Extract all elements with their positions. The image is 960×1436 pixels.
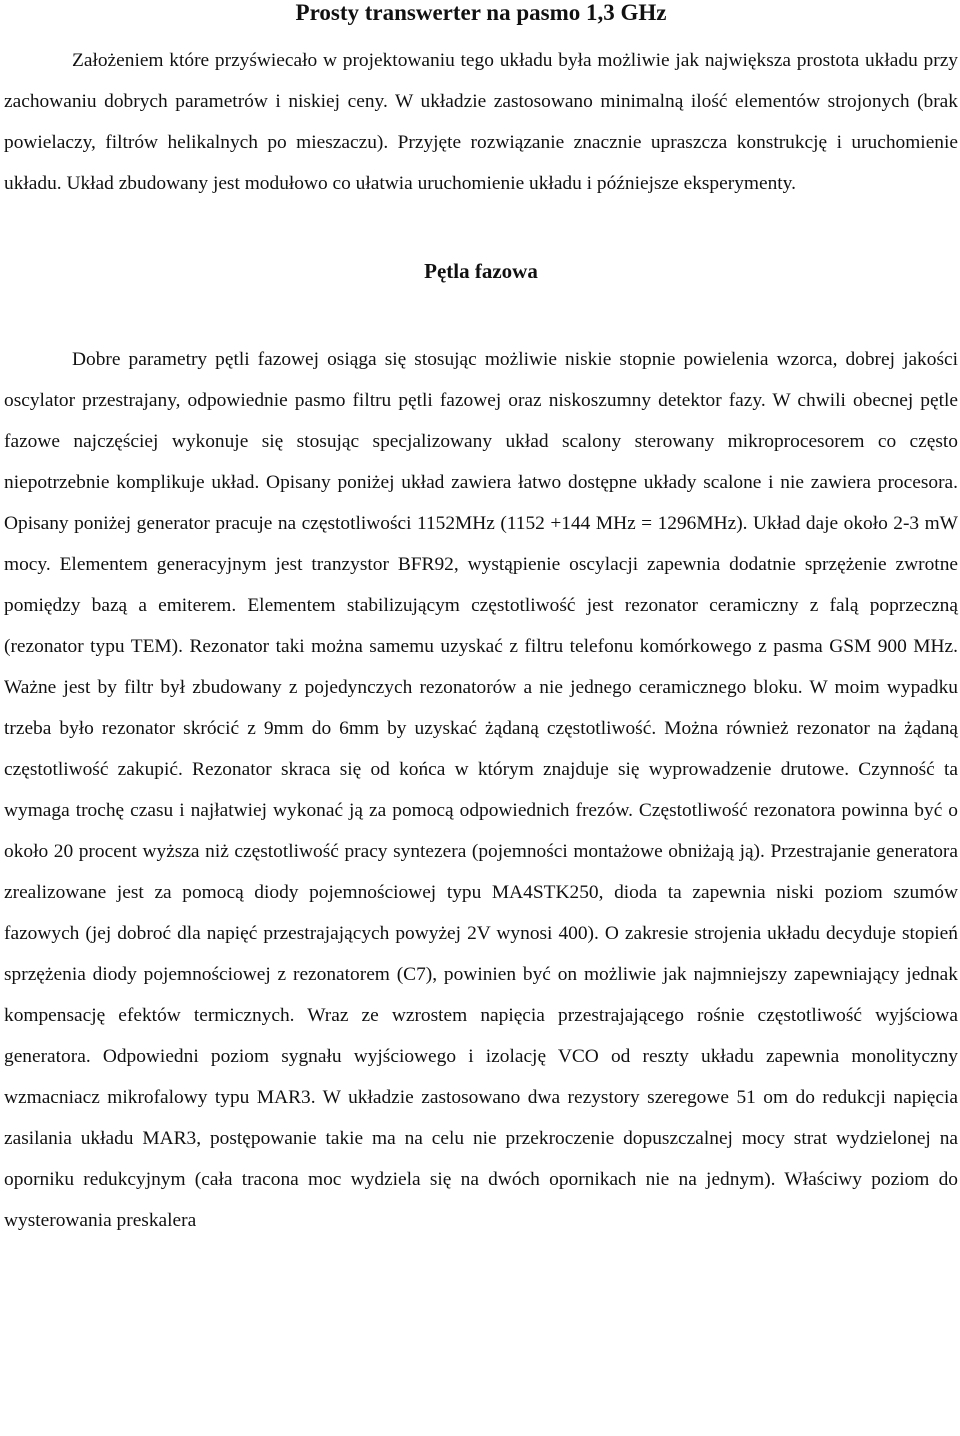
intro-paragraph: Założeniem które przyświecało w projektowaniu tego układu była możliwie jak największa prostota układu przy zachowaniu dobrych parametrów i niskiej ceny. W układzie zastosowano minimalną ilość elementów strojonych (brak powielaczy, filtrów helikalnych po mieszaczu). Przyjęte rozwiązanie znacznie upraszcza konstrukcję i uruchomienie układu. Układ zbudowany jest modułowo co ułatwia uruchomienie układu i późniejsze eksperymenty. <box>4 50 958 194</box>
document-page <box>4 0 958 1241</box>
document-title: Prosty transwerter na pasmo 1,3 GHz <box>295 0 667 25</box>
section-paragraph: Dobre parametry pętli fazowej osiąga się stosując możliwie niskie stopnie powielenia wzorca, dobrej jakości oscylator przestrajany, odpowiednie pasmo filtru pętli fazowej oraz niskoszumny detektor fazy. W chwili obecnej pętle fazowe najczęściej wykonuje się stosując specjalizowany układ scalony sterowany mikroprocesorem co często niepotrzebnie komplikuje układ. Opisany poniżej układ zawiera łatwo dostępne układy scalone i nie zawiera procesora. Opisany poniżej generator pracuje na częstotliwości 1152MHz (1152 +144 MHz = 1296MHz). Układ daje około 2-3 mW mocy. Elementem generacyjnym jest tranzystor BFR92, wystąpienie oscylacji zapewnia dodatnie sprzężenie zwrotne pomiędzy bazą a emiterem. Elementem stabilizującym częstotliwość jest rezonator ceramiczny z falą poprzeczną (rezonator typu TEM). Rezonator taki można samemu uzyskać z filtru telefonu komórkowego z pasma GSM 900 MHz. Ważne jest by filtr był zbudowany z pojedynczych rezonatorów a nie jednego ceramicznego bloku. W moim wypadku trzeba było rezonator skrócić z 9mm do 6mm by uzyskać żądaną częstotliwość. Można również rezonator na żądaną częstotliwość zakupić. Rezonator skraca się od końca w którym znajduje się wyprowadzenie drutowe. Czynność ta wymaga trochę czasu i najłatwiej wykonać ją za pomocą odpowiednich frezów. Częstotliwość rezonatora powinna być o około 20 procent wyższa niż częstotliwość pracy syntezera (pojemności montażowe obniżają ją). Przestrajanie generatora zrealizowane jest za pomocą diody pojemnościowej typu MA4STK250, dioda ta zapewnia niski poziom szumów fazowych (jej dobroć dla napięć przestrajających powyżej 2V wynosi 400). O zakresie strojenia układu decyduje stopień sprzężenia diody pojemnościowej z rezonatorem (C7), powinien być on możliwie jak najmniejszy zapewniający jednak kompensację efektów termicznych. Wraz ze wzrostem napięcia przestrajającego rośnie częstotliwość wyjściowa generatora. Odpowiedni poziom sygnału wyjściowego i izolację VCO od reszty układu zapewnia monolityczny wzmacniacz mikrofalowy typu MAR3. W układzie zastosowano dwa rezystory szeregowe 51 om do redukcji napięcia zasilania układu MAR3, postępowanie takie ma na celu nie przekroczenie dopuszczalnej mocy strat wydzielonej na oporniku redukcyjnym (cała tracona moc wydziela się na dwóch opornikach nie na jednym). Właściwy poziom do wysterowania preskalera <box>4 349 958 1231</box>
section-heading: Pętla fazowa <box>424 259 538 283</box>
